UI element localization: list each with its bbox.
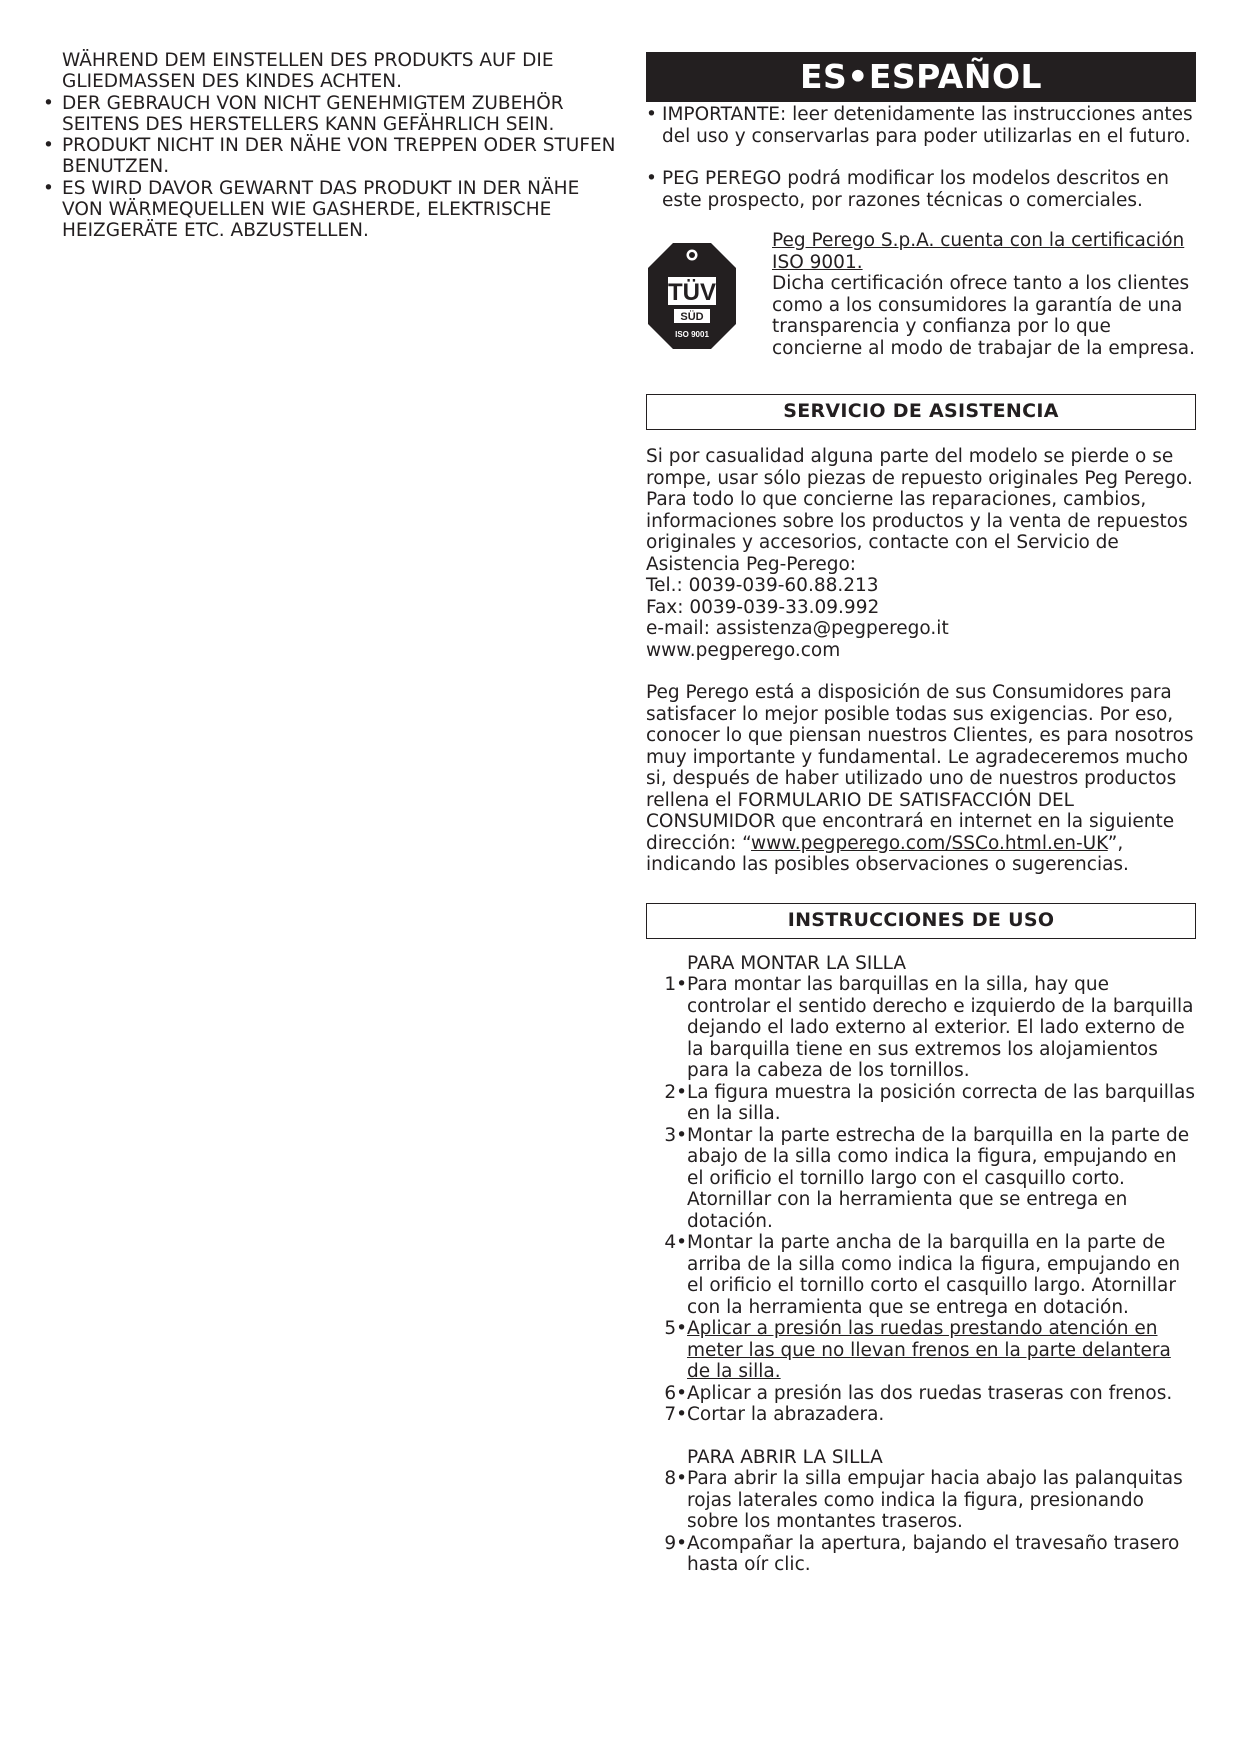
certification-text	[772, 230, 1196, 362]
feedback-paragraph: Peg Perego está a disposición de sus Consumidores para satisfacer lo mejor posible todas sus exigencias. Por eso, conocer lo que piensan nuestros Clientes, es para nosotros muy importante y fundamental. Le agradeceremos mucho si, después de haber utilizado uno de nuestros productos rellena el FORMULARIO DE SATISFACCIÓN DEL CONSUMIDOR que encontrará en internet en la siguiente dirección: “www.pegperego.com/SSCo.html.en-UK”, indicando las posibles observaciones o sugerencias.	[646, 682, 1194, 875]
language-banner: ES•ESPAÑOL	[646, 52, 1196, 102]
service-heading: SERVICIO DE ASISTENCIA	[646, 394, 1196, 430]
service-fax: Fax: 0039-039-33.09.992	[646, 596, 880, 618]
instruction-item: 9•Acompañar la apertura, bajando el travesaño trasero hasta oír clic.	[664, 1532, 1180, 1575]
svg-text:TÜV: TÜV	[668, 279, 716, 306]
instruction-item: 7•Cortar la abrazadera.	[664, 1404, 885, 1425]
intro-bullet: • PEG PEREGO podrá modificar los modelos descritos en este prospecto, por razones técnicas o comerciales.	[646, 168, 1170, 211]
instruction-item: 4•Montar la parte ancha de la barquilla en la parte de arriba de la silla como indica la figura, empujando en el orificio el tornillo corto el casquillo largo. Atornillar con la herramienta que se entrega en dotación.	[664, 1232, 1181, 1318]
instruction-item: 2•La figura muestra la posición correcta de las barquillas en la silla.	[664, 1081, 1195, 1124]
subheading-open: PARA ABRIR LA SILLA	[687, 1446, 883, 1468]
service-tel: Tel.: 0039-039-60.88.213	[646, 575, 879, 596]
warning-bullet: • ES WIRD DAVOR GEWARNT DAS PRODUKT IN DER NÄHE VON WÄRMEQUELLEN WIE GASHERDE, ELEKTRISCHE HEIZGERÄTE ETC. ABZUSTELLEN.	[43, 177, 580, 242]
service-paragraph: Si por casualidad alguna parte del modelo se pierde o se rompe, usar sólo piezas de repuesto originales Peg Perego. Para todo lo que concierne las reparaciones, cambios, informaciones sobre los productos y la venta de repuestos originales y accesorios, contacte con el Servicio de Asistencia Peg-Perego:	[646, 446, 1193, 575]
tuv-iso-logo	[646, 230, 756, 362]
svg-text:SÜD: SÜD	[680, 311, 704, 323]
instructions-list	[646, 953, 1196, 1576]
certification-description: Dicha certificación ofrece tanto a los clientes como a los consumidores la garantía de una transparencia y confianza por lo que concierne al modo de trabajar de la empresa.	[772, 273, 1196, 359]
certification-block	[646, 230, 1196, 362]
instruction-item: 1•Para montar las barquillas en la silla, hay que controlar el sentido derecho e izquierdo de la barquilla dejando el lado externo al exterior. El lado externo de la barquilla tiene en sus extremos los alojamientos para la cabeza de los tornillos.	[664, 974, 1194, 1081]
instructions-heading: INSTRUCCIONES DE USO	[646, 903, 1196, 939]
service-email: e-mail: assistenza@pegperego.it	[646, 618, 949, 639]
certification-title: Peg Perego S.p.A. cuenta con la certificación ISO 9001.	[772, 230, 1185, 273]
instruction-item: 5•Aplicar a presión las ruedas prestando atención en meter las que no llevan frenos en la parte delantera de la silla.	[664, 1318, 1171, 1382]
warning-line: WÄHREND DEM EINSTELLEN DES PRODUKTS AUF DIE GLIEDMASSEN DES KINDES ACHTEN.	[62, 50, 554, 93]
svg-text:ISO 9001: ISO 9001	[675, 330, 709, 339]
instruction-item: 3•Montar la parte estrecha de la barquilla en la parte de abajo de la silla como indica la figura, empujando en el orificio el tornillo largo con el casquillo corto. Atornillar con la herramienta que se entrega en dotación.	[664, 1124, 1190, 1232]
intro-bullet: • IMPORTANTE: leer detenidamente las instrucciones antes del uso y conservarlas para poder utilizarlas en el futuro.	[646, 104, 1193, 147]
warning-bullet: • DER GEBRAUCH VON NICHT GENEHMIGTEM ZUBEHÖR SEITENS DES HERSTELLERS KANN GEFÄHRLICH SEIN.	[43, 92, 564, 135]
instruction-item: 8•Para abrir la silla empujar hacia abajo las palanquitas rojas laterales como indica la figura, presionando sobre los montantes traseros.	[664, 1468, 1183, 1532]
warning-bullet: • PRODUKT NICHT IN DER NÄHE VON TREPPEN ODER STUFEN BENUTZEN.	[43, 135, 616, 178]
instruction-item: 6•Aplicar a presión las dos ruedas traseras con frenos.	[664, 1382, 1173, 1404]
subheading-assemble: PARA MONTAR LA SILLA	[687, 952, 907, 974]
spanish-section	[646, 52, 1196, 1576]
german-warnings	[43, 50, 623, 242]
service-website: www.pegperego.com	[646, 639, 841, 661]
feedback-link[interactable]: www.pegperego.com/SSCo.html.en-UK	[751, 832, 1108, 854]
